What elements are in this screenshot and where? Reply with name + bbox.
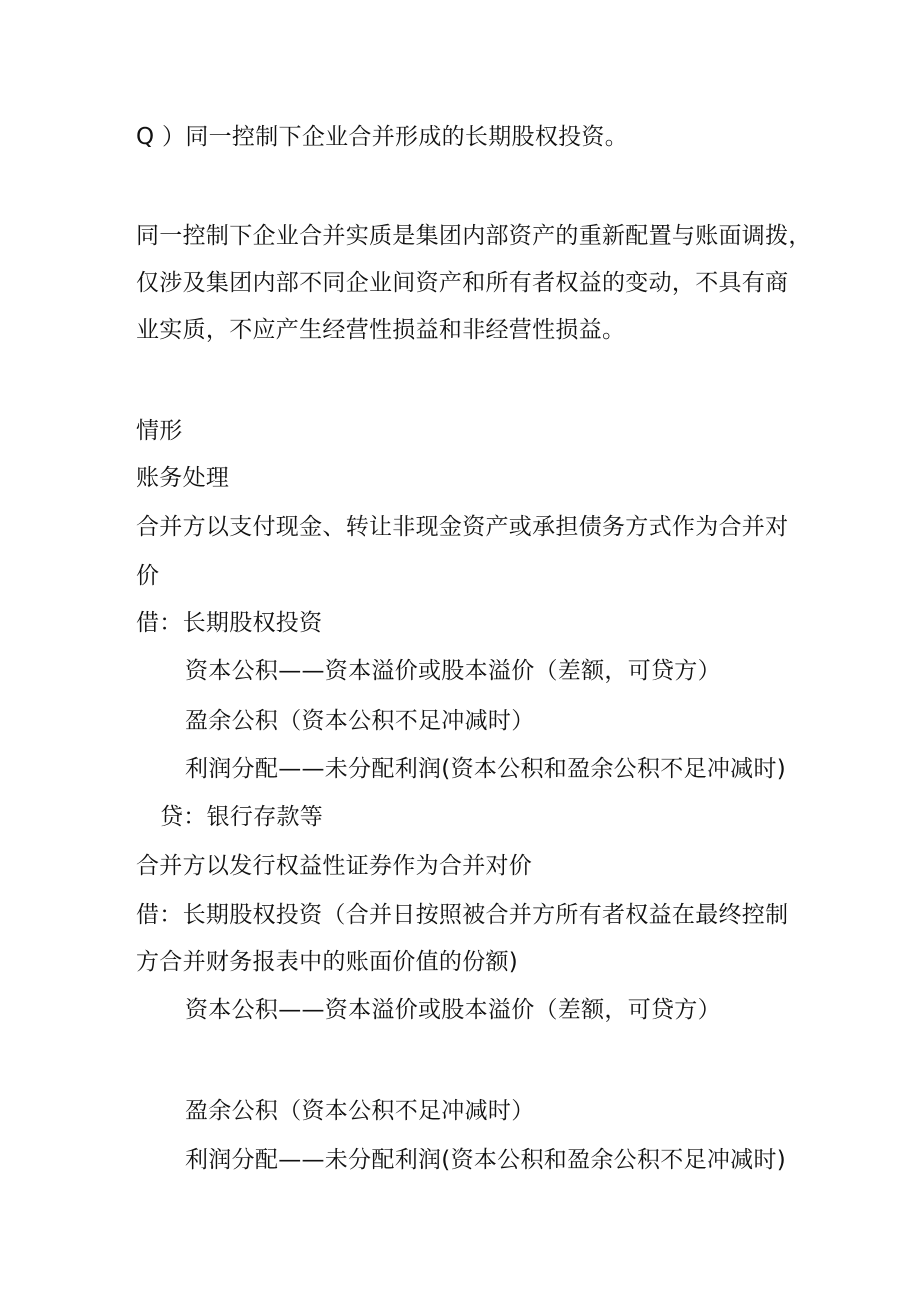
case1-debit: 借：长期股权投资 <box>136 610 323 636</box>
case2-entry-capital-reserve: 资本公积——资本溢价或股本溢价（差额，可贷方） <box>185 997 721 1023</box>
case1-entry-surplus-reserve: 盈余公积（资本公积不足冲减时） <box>185 708 535 734</box>
section-heading: Q ）同一控制下企业合并形成的长期股权投资。 <box>136 124 629 150</box>
case1-entry-capital-reserve: 资本公积——资本溢价或股本溢价（差额，可贷方） <box>185 658 721 684</box>
case1-title-line-1: 合并方以支付现金、转让非现金资产或承担债务方式作为合并对 <box>136 514 789 540</box>
case2-entry-surplus-reserve: 盈余公积（资本公积不足冲减时） <box>185 1098 535 1124</box>
case2-title: 合并方以发行权益性证券作为合并对价 <box>136 853 533 879</box>
label-treatment: 账务处理 <box>136 465 230 491</box>
case2-entry-profit-distribution: 利润分配——未分配利润(资本公积和盈余公积不足冲减时) <box>185 1147 787 1173</box>
intro-line-3: 业实质，不应产生经营性损益和非经营性损益。 <box>136 317 626 343</box>
case1-title-line-2: 价 <box>136 563 160 589</box>
case2-debit-line-1: 借：长期股权投资（合并日按照被合并方所有者权益在最终控制 <box>136 902 789 928</box>
case1-credit: 贷：银行存款等 <box>160 804 324 830</box>
intro-line-2: 仅涉及集团内部不同企业间资产和所有者权益的变动，不具有商 <box>136 270 789 296</box>
label-case: 情形 <box>136 418 183 444</box>
intro-line-1: 同一控制下企业合并实质是集团内部资产的重新配置与账面调拨， <box>136 223 812 249</box>
case2-debit-line-2: 方合并财务报表中的账面价值的份额) <box>136 949 519 975</box>
case1-entry-profit-distribution: 利润分配——未分配利润(资本公积和盈余公积不足冲减时) <box>185 756 787 782</box>
